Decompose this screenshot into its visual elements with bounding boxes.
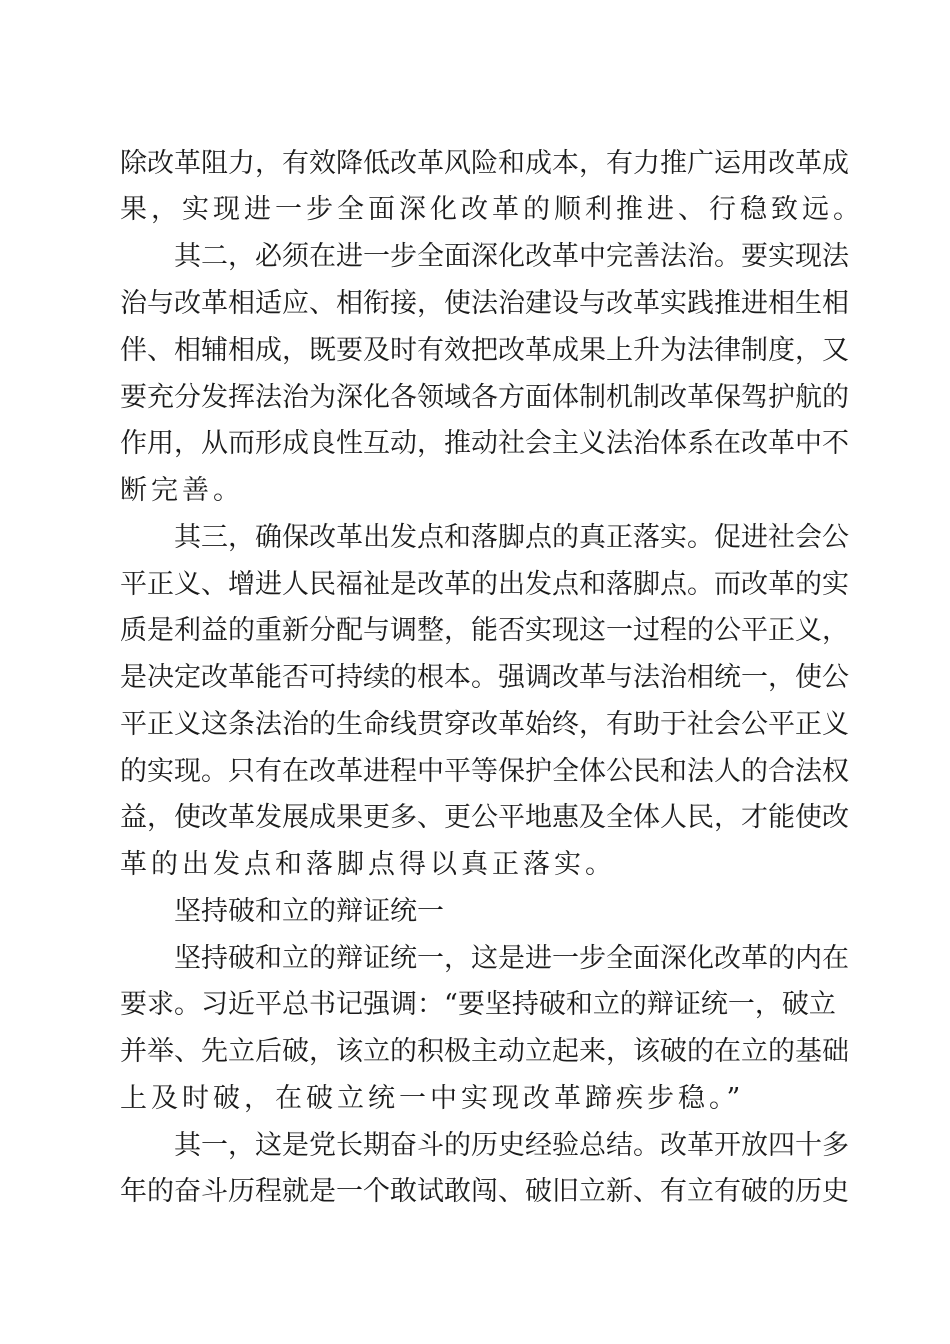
paragraph-first-line: 坚 持 破 和 立 的 辩 证 统 一 ， 这 是 进 一 步 全 面 深 化 改 革 的 内 在 (174, 943, 849, 974)
text-line: 并 举 、 先 立 后 破 ， 该 立 的 积 极 主 动 立 起 来 ， 该 破 的 在 立 的 基 础 (120, 1036, 849, 1067)
text-line: 断完善。 (120, 475, 244, 506)
section-heading: 坚持破和立的辩证统一 (174, 896, 444, 927)
paragraph-first-line: 其 一 ， 这 是 党 长 期 奋 斗 的 历 史 经 验 总 结 。 改 革 开 放 四 十 多 (174, 1130, 849, 1161)
text-line: 年 的 奋 斗 历 程 就 是 一 个 敢 试 敢 闯 、 破 旧 立 新 、 有 立 有 破 的 历 史 (120, 1176, 849, 1207)
text-line: 益 ， 使 改 革 发 展 成 果 更 多 、 更 公 平 地 惠 及 全 体 人 民 ， 才 能 使 改 (120, 802, 849, 833)
text-line: 革的出发点和落脚点得以真正落实。 (120, 849, 616, 880)
text-line: 平 正 义 、 增 进 人 民 福 祉 是 改 革 的 出 发 点 和 落 脚 点 。 而 改 革 的 实 (120, 569, 849, 600)
text-line: 平 正 义 这 条 法 治 的 生 命 线 贯 穿 改 革 始 终 ， 有 助 于 社 会 公 平 正 义 (120, 709, 849, 740)
text-line: 的 实 现 。 只 有 在 改 革 进 程 中 平 等 保 护 全 体 公 民 和 法 人 的 合 法 权 (120, 756, 849, 787)
text-line: 要 求 。 习 近 平 总 书 记 强 调 ： “ 要 坚 持 破 和 立 的 辩 证 统 一 ， 破 立 (120, 989, 836, 1020)
text-line: 作 用 ， 从 而 形 成 良 性 互 动 ， 推 动 社 会 主 义 法 治 体 系 在 改 革 中 不 (120, 428, 849, 459)
text-line: 治 与 改 革 相 适 应 、 相 衔 接 ， 使 法 治 建 设 与 改 革 实 践 推 进 相 生 相 (120, 288, 849, 319)
paragraph-first-line: 其 三 ， 确 保 改 革 出 发 点 和 落 脚 点 的 真 正 落 实 。 促 进 社 会 公 (174, 522, 849, 553)
text-line: 上及时破，在破立统一中实现改革蹄疾步稳。” (120, 1083, 745, 1114)
text-line: 质 是 利 益 的 重 新 分 配 与 调 整 ， 能 否 实 现 这 一 过 程 的 公 平 正 义 ， (120, 615, 849, 646)
text-line: 要 充 分 发 挥 法 治 为 深 化 各 领 域 各 方 面 体 制 机 制 改 革 保 驾 护 航 的 (120, 382, 849, 413)
text-line: 是 决 定 改 革 能 否 可 持 续 的 根 本 。 强 调 改 革 与 法 治 相 统 一 ， 使 公 (120, 662, 849, 693)
text-line: 伴 、 相 辅 相 成 ， 既 要 及 时 有 效 把 改 革 成 果 上 升 为 法 律 制 度 ， 又 (120, 335, 849, 366)
paragraph-first-line: 其 二 ， 必 须 在 进 一 步 全 面 深 化 改 革 中 完 善 法 治 。 要 实 现 法 (174, 241, 849, 272)
text-line: 除 改 革 阻 力 ， 有 效 降 低 改 革 风 险 和 成 本 ， 有 力 推 广 运 用 改 革 成 (120, 148, 849, 179)
text-line: 果，实现进一步全面深化改革的顺利推进、行稳致远。 (120, 194, 864, 225)
